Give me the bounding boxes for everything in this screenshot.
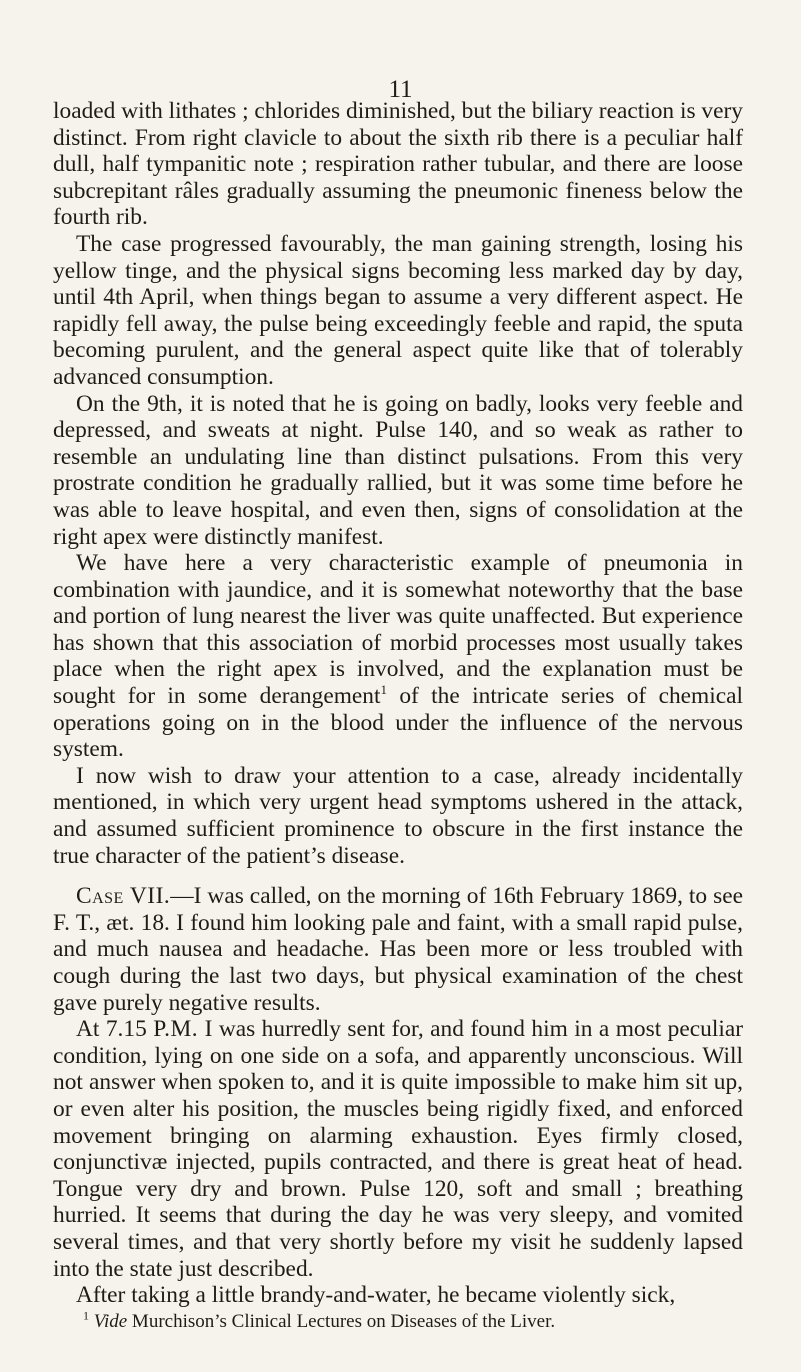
footnote-emphasis: Vide: [93, 1310, 128, 1332]
page-text: [53, 98, 743, 1333]
time-pm: P.M.: [153, 1016, 199, 1043]
paragraph-5: I now wish to draw your attention to a case, already incidentally mentioned, in which very urgent head symptoms ushered in the attack, and assumed sufficient prominence to obscure in the first instance the true character of the patient’s disease.: [53, 762, 743, 869]
footnote-mark: 1: [83, 1308, 89, 1323]
footnote: [53, 1308, 743, 1333]
paragraph-1: loaded with lithates ; chlorides diminished, but the biliary reaction is very distinct. From right clavicle to about the sixth rib there is a peculiar half dull, half tympanitic note ; respiration rather tubular, and there are loose subcrepitant râles gradually assuming the pneumonic fineness below the fourth rib.: [53, 98, 743, 231]
paragraph-2: The case progressed favourably, the man gaining strength, losing his yellow tinge, and the physical signs becoming less marked day by day, until 4th April, when things began to assume a very different aspect. He rapidly fell away, the pulse being exceedingly feeble and rapid, the sputa becoming purulent, and the general aspect quite like that of tolerably advanced consumption.: [53, 230, 743, 390]
paragraph-4-text-a: We have here a very characteristic example of pneumonia in combination with jaundice, and it is somewhat noteworthy that the base and portion of lung nearest the liver was quite unaffected. But experience has shown that this association of morbid processes most usually takes place when the right apex is involved, and the explanation must be sought for in some derangement: [53, 550, 743, 710]
paragraph-4-text-b: of the intricate series of chemical operations going on in the blood under the influence of the nervous system.: [53, 683, 743, 763]
case-paragraph-text: —I was called, on the morning of 16th February 1869, to see F. T., æt. 18. I found him looking pale and faint, with a small rapid pulse, and much nausea and headache. Has been more or less troubled with cough during the last two days, but physical examination of the chest gave purely negative results.: [53, 883, 743, 1016]
paragraph-7-text-b: I was hurredly sent for, and found him in a most peculiar condition, lying on one side on a sofa, and apparently unconscious. Will not answer when spoken to, and it is quite impossible to make him sit up, or even alter his position, the muscles being rigidly fixed, and enforced movement bringing on alarming exhaustion. Eyes firmly closed, conjunctivæ injected, pupils contracted, and there is great heat of head. Tongue very dry and brown. Pulse 120, soft and small ; breathing hurried. It seems that during the day he was very sleepy, and vomited several times, and that very shortly before my visit he suddenly lapsed into the state just described.: [53, 1016, 743, 1282]
paragraph-7: [53, 1016, 743, 1282]
footnote-text: Murchison’s Clinical Lectures on Diseases of the Liver.: [127, 1310, 556, 1332]
footnote-reference: 1: [380, 682, 387, 698]
case-heading: Case VII.: [76, 883, 171, 910]
paragraph-4: [53, 550, 743, 763]
case-paragraph: [53, 883, 743, 1016]
page-number: 11: [388, 76, 413, 103]
paragraph-7-text-a: At 7.15: [76, 1016, 154, 1043]
paragraph-3: On the 9th, it is noted that he is going on badly, looks very feeble and depressed, and sweats at night. Pulse 140, and so weak as rather to resemble an undulating line than distinct pulsations. From this very prostrate condition he gradually rallied, but it was some time before he was able to leave hospital, and even then, signs of consolidation at the right apex were distinctly manifest.: [53, 390, 743, 550]
paragraph-8: After taking a little brandy-and-water, he became violently sick,: [76, 1282, 676, 1309]
